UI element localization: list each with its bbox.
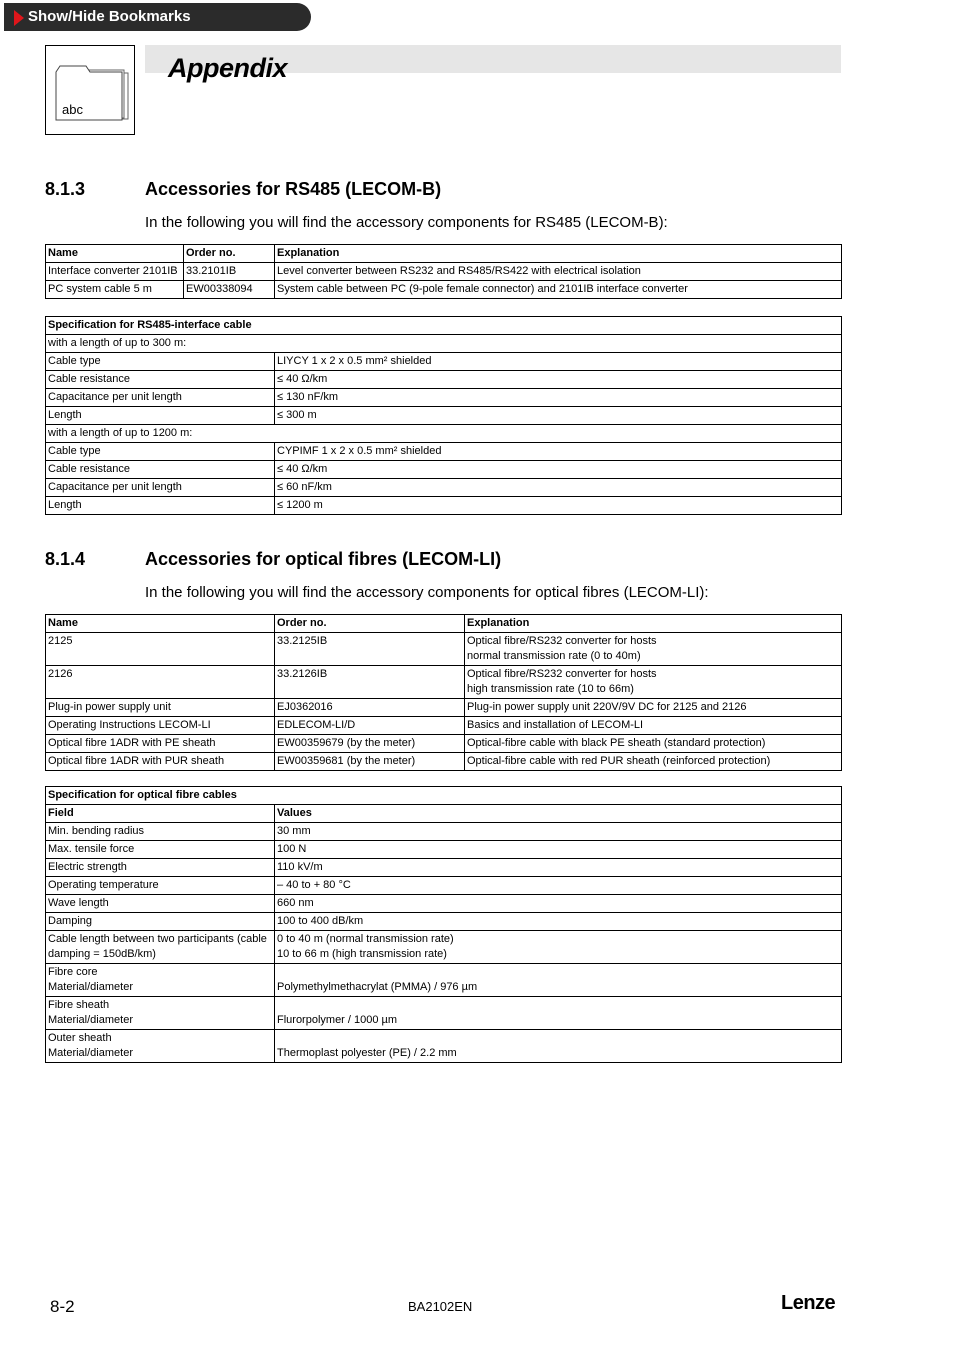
chapter-title: Appendix — [168, 53, 288, 83]
icon-label: abc — [62, 102, 83, 117]
table-row — [46, 913, 842, 931]
table-row — [46, 753, 842, 771]
table-row — [46, 735, 842, 753]
table-row — [46, 717, 842, 735]
table-header-row — [46, 805, 842, 823]
table-cell: Operating temperature — [46, 877, 275, 895]
table-cell — [465, 633, 842, 666]
table-row — [46, 443, 842, 461]
cell-line: Material/diameter — [48, 981, 133, 993]
table-cell — [46, 1030, 275, 1063]
section-title: Accessories for optical fibres (LECOM-LI) — [145, 549, 502, 569]
table-row — [46, 497, 842, 515]
table-cell: Capacitance per unit length — [46, 389, 275, 407]
header-cell: Values — [275, 805, 842, 823]
cell-line: Outer sheath — [48, 1032, 112, 1044]
cell-line: Material/diameter — [48, 1014, 133, 1026]
header-cell: Field — [46, 805, 275, 823]
table-cell: Thermoplast polyester (PE) / 2.2 mm — [275, 1030, 842, 1063]
table-row — [46, 281, 842, 299]
cell-line: Cable length between two participants (cable — [48, 933, 267, 945]
table-cell: PC system cable 5 m — [46, 281, 184, 299]
show-hide-bookmarks-button[interactable] — [4, 3, 311, 31]
table-row — [46, 895, 842, 913]
table-header-row — [46, 245, 842, 263]
cell-line: 10 to 66 m (high transmission rate) — [277, 948, 447, 960]
table-cell: Optical-fibre cable with red PUR sheath (reinforced protection) — [465, 753, 842, 771]
table-cell: Optical-fibre cable with black PE sheath (standard protection) — [465, 735, 842, 753]
table-cell: LIYCY 1 x 2 x 0.5 mm² shielded — [275, 353, 842, 371]
accessories-rs485-table — [45, 244, 842, 299]
table-cell: 660 nm — [275, 895, 842, 913]
header-cell: Name — [46, 245, 184, 263]
table-cell: 2126 — [46, 666, 275, 699]
table-cell: Polymethylmethacrylat (PMMA) / 976 µm — [275, 964, 842, 997]
table-cell — [465, 666, 842, 699]
cell-line: damping = 150dB/km) — [48, 948, 156, 960]
accessories-optical-table — [45, 614, 842, 771]
table-cell: Damping — [46, 913, 275, 931]
bookmark-arrow-icon — [14, 10, 24, 26]
cell-line: Fibre sheath — [48, 999, 110, 1011]
section-number: 8.1.3 — [45, 179, 86, 199]
table-cell: – 40 to + 80 °C — [275, 877, 842, 895]
table-cell: ≤ 60 nF/km — [275, 479, 842, 497]
cell-line: Fibre core — [48, 966, 98, 978]
table-cell: EW00359681 (by the meter) — [275, 753, 465, 771]
table-cell: 100 N — [275, 841, 842, 859]
table-row — [46, 633, 842, 666]
table-cell — [46, 964, 275, 997]
table-cell: CYPIMF 1 x 2 x 0.5 mm² shielded — [275, 443, 842, 461]
table-row — [46, 699, 842, 717]
cell-line: Material/diameter — [48, 1047, 133, 1059]
section-intro: In the following you will find the accessory components for optical fibres (LECOM-LI): — [145, 584, 709, 601]
document-id: BA2102EN — [408, 1299, 473, 1314]
table-cell — [275, 931, 842, 964]
table-cell: Electric strength — [46, 859, 275, 877]
section-number: 8.1.4 — [45, 549, 86, 569]
table-cell: 110 kV/m — [275, 859, 842, 877]
table-cell: 33.2125IB — [275, 633, 465, 666]
group-label: with a length of up to 1200 m: — [46, 425, 842, 443]
group-row — [46, 425, 842, 443]
table-title-row — [46, 787, 842, 805]
table-cell: Basics and installation of LECOM-LI — [465, 717, 842, 735]
table-cell: Operating Instructions LECOM-LI — [46, 717, 275, 735]
table-cell: 33.2126IB — [275, 666, 465, 699]
table-row — [46, 666, 842, 699]
table-row — [46, 859, 842, 877]
table-cell: Length — [46, 497, 275, 515]
table-row — [46, 371, 842, 389]
table-cell: Cable resistance — [46, 371, 275, 389]
cell-line: 0 to 40 m (normal transmission rate) — [277, 933, 454, 945]
rs485-cable-spec-table — [45, 316, 842, 515]
table-row — [46, 841, 842, 859]
table-cell: Wave length — [46, 895, 275, 913]
page-number: 8-2 — [50, 1297, 75, 1316]
table-cell: 30 mm — [275, 823, 842, 841]
table-title: Specification for optical fibre cables — [46, 787, 842, 805]
table-cell: Max. tensile force — [46, 841, 275, 859]
cell-line: Optical fibre/RS232 converter for hosts — [467, 668, 657, 680]
table-cell: Cable type — [46, 443, 275, 461]
table-cell: 33.2101IB — [184, 263, 275, 281]
table-cell: System cable between PC (9-pole female connector) and 2101IB interface converter — [275, 281, 842, 299]
section-intro: In the following you will find the accessory components for RS485 (LECOM-B): — [145, 214, 668, 231]
table-cell: 100 to 400 dB/km — [275, 913, 842, 931]
table-cell: Plug-in power supply unit — [46, 699, 275, 717]
table-row — [46, 823, 842, 841]
table-cell: Min. bending radius — [46, 823, 275, 841]
table-row — [46, 964, 842, 997]
cell-line: normal transmission rate (0 to 40m) — [467, 650, 641, 662]
table-cell: ≤ 130 nF/km — [275, 389, 842, 407]
table-row — [46, 389, 842, 407]
table-cell: Length — [46, 407, 275, 425]
table-cell: ≤ 300 m — [275, 407, 842, 425]
bookmarks-label: Show/Hide Bookmarks — [28, 8, 191, 25]
table-row — [46, 479, 842, 497]
header-cell: Explanation — [465, 615, 842, 633]
header-cell: Order no. — [184, 245, 275, 263]
optical-cable-spec-table — [45, 786, 842, 1063]
table-cell: ≤ 40 Ω/km — [275, 371, 842, 389]
group-label: with a length of up to 300 m: — [46, 335, 842, 353]
table-row — [46, 263, 842, 281]
table-row — [46, 931, 842, 964]
table-cell: Plug-in power supply unit 220V/9V DC for 2125 and 2126 — [465, 699, 842, 717]
header-cell: Order no. — [275, 615, 465, 633]
table-cell: EDLECOM-LI/D — [275, 717, 465, 735]
table-cell: Optical fibre 1ADR with PE sheath — [46, 735, 275, 753]
table-row — [46, 461, 842, 479]
table-cell: 2125 — [46, 633, 275, 666]
brand-logo: Lenze — [781, 1292, 836, 1314]
table-cell — [46, 931, 275, 964]
header-cell: Name — [46, 615, 275, 633]
table-cell: Cable resistance — [46, 461, 275, 479]
header-cell: Explanation — [275, 245, 842, 263]
table-header-row — [46, 615, 842, 633]
table-cell: Interface converter 2101IB — [46, 263, 184, 281]
table-cell — [46, 997, 275, 1030]
table-row — [46, 877, 842, 895]
table-cell: ≤ 40 Ω/km — [275, 461, 842, 479]
group-row — [46, 335, 842, 353]
table-cell: EW00359679 (by the meter) — [275, 735, 465, 753]
table-cell: Flurorpolymer / 1000 µm — [275, 997, 842, 1030]
table-row — [46, 1030, 842, 1063]
folder-icon — [46, 46, 136, 136]
table-cell: Cable type — [46, 353, 275, 371]
table-cell: ≤ 1200 m — [275, 497, 842, 515]
table-cell: Level converter between RS232 and RS485/RS422 with electrical isolation — [275, 263, 842, 281]
table-cell: Optical fibre 1ADR with PUR sheath — [46, 753, 275, 771]
table-title-row — [46, 317, 842, 335]
table-row — [46, 407, 842, 425]
folder-icon-box — [45, 45, 135, 135]
table-cell: Capacitance per unit length — [46, 479, 275, 497]
table-cell: EW00338094 — [184, 281, 275, 299]
table-cell: EJ0362016 — [275, 699, 465, 717]
cell-line: Optical fibre/RS232 converter for hosts — [467, 635, 657, 647]
table-title: Specification for RS485-interface cable — [46, 317, 842, 335]
cell-line: high transmission rate (10 to 66m) — [467, 683, 634, 695]
table-row — [46, 353, 842, 371]
section-title: Accessories for RS485 (LECOM-B) — [145, 179, 442, 199]
table-row — [46, 997, 842, 1030]
